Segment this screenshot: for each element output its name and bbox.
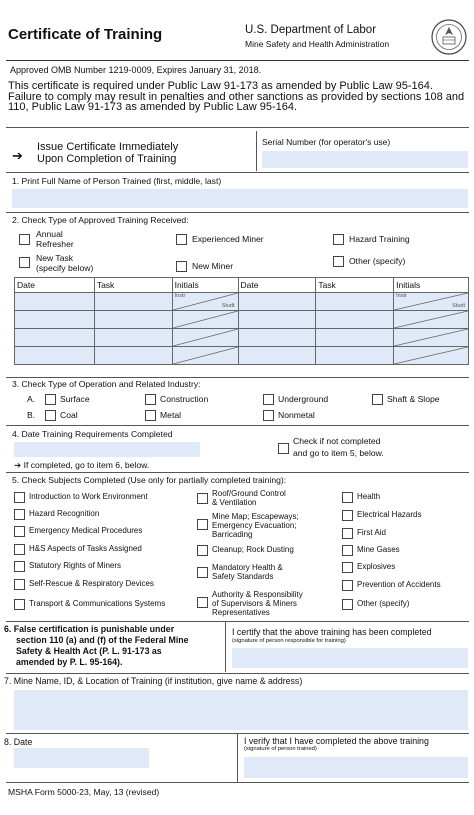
task-cell[interactable] [94, 311, 172, 329]
nonmetal-label: Nonmetal [278, 410, 315, 420]
subject-label: Introduction to Work Environment [29, 492, 148, 501]
column-header: Task [316, 278, 394, 293]
row-a-label: A. [27, 394, 36, 404]
mine-location-field[interactable] [14, 690, 468, 730]
table-row [15, 329, 469, 347]
date-cell[interactable] [15, 293, 95, 311]
new-miner-label: New Miner [192, 261, 234, 271]
item3-label: 3. Check Type of Operation and Related Industry: [12, 379, 201, 389]
subject-checkbox[interactable] [14, 561, 25, 572]
trainee-signature-field[interactable] [244, 757, 468, 778]
table-header-row [15, 278, 469, 293]
item4-label: 4. Date Training Requirements Completed [12, 429, 173, 439]
task-cell[interactable] [316, 329, 394, 347]
not-completed-checkbox[interactable] [278, 443, 289, 454]
subject-label: Authority & Responsibility [212, 590, 303, 599]
subject-label: Safety Standards [212, 572, 274, 581]
new-miner-checkbox[interactable] [176, 261, 187, 272]
metal-label: Metal [160, 410, 182, 420]
subject-checkbox[interactable] [342, 580, 353, 591]
column-header: Initials [172, 278, 238, 293]
subject-label: Emergency Medical Procedures [29, 526, 143, 535]
serial-number-label: Serial Number (for operator's use) [262, 137, 391, 147]
construction-checkbox[interactable] [145, 394, 156, 405]
trainee-date-field[interactable] [14, 748, 149, 768]
task-cell[interactable] [94, 293, 172, 311]
trainer-certify-label: I certify that the above training has been completed [232, 627, 432, 637]
false-cert-warning-line3: Safety & Health Act (P. L. 91-173 as [16, 646, 162, 656]
training-task-table [14, 277, 469, 365]
date-cell[interactable] [15, 311, 95, 329]
column-header: Initials [394, 278, 469, 293]
subject-checkbox[interactable] [197, 567, 208, 578]
table-row [15, 311, 469, 329]
form-title: Certificate of Training [8, 26, 163, 43]
column-header: Task [94, 278, 172, 293]
subject-checkbox[interactable] [342, 528, 353, 539]
subject-checkbox[interactable] [197, 545, 208, 556]
subject-label: & Ventilation [212, 498, 257, 507]
annual-refresher-label-2: Refresher [36, 239, 74, 249]
issue-instruction-line1: Issue Certificate Immediately [37, 141, 179, 153]
studt-label: Studt [452, 302, 465, 309]
trainee-name-field[interactable] [12, 189, 468, 208]
date-cell[interactable] [15, 329, 95, 347]
nonmetal-checkbox[interactable] [263, 410, 274, 421]
subject-label: of Supervisors & Miners [212, 599, 297, 608]
subject-label: Hazard Recognition [29, 509, 100, 518]
metal-checkbox[interactable] [145, 410, 156, 421]
date-cell[interactable] [15, 347, 95, 365]
trainee-verify-label: I verify that I have completed the above training [244, 736, 429, 746]
hazard-training-label: Hazard Training [349, 234, 410, 244]
subject-label: Explosives [357, 562, 396, 571]
item7-label: 7. Mine Name, ID, & Location of Training (if institution, give name & address) [4, 676, 303, 686]
trainer-signature-caption: (signature of person responsible for training) [232, 638, 346, 644]
item1-label: 1. Print Full Name of Person Trained (first, middle, last) [12, 176, 222, 186]
subject-label: Prevention of Accidents [357, 580, 441, 589]
subject-checkbox[interactable] [342, 492, 353, 503]
subject-checkbox[interactable] [14, 599, 25, 610]
column-header: Date [15, 278, 95, 293]
initials-cell[interactable] [172, 347, 238, 365]
subject-label: Mine Map; Escapeways; [212, 512, 299, 521]
subject-checkbox[interactable] [14, 492, 25, 503]
false-cert-warning-line1: 6. False certification is punishable under [4, 624, 175, 634]
date-cell[interactable] [238, 293, 316, 311]
subject-checkbox[interactable] [197, 493, 208, 504]
task-cell[interactable] [316, 347, 394, 365]
studt-label: Studt [221, 302, 235, 309]
subject-label: Self-Rescue & Respiratory Devices [29, 579, 154, 588]
date-cell[interactable] [238, 311, 316, 329]
item8-label: 8. Date [4, 737, 33, 747]
subject-checkbox[interactable] [14, 579, 25, 590]
other-training-label: Other (specify) [349, 256, 406, 266]
task-cell[interactable] [316, 311, 394, 329]
underground-checkbox[interactable] [263, 394, 274, 405]
subject-label: Health [357, 492, 381, 501]
subject-label: Roof/Ground Control [212, 489, 286, 498]
trainee-signature-caption: (signature of person trained) [244, 746, 317, 752]
subject-label: Mandatory Health & [212, 563, 283, 572]
not-completed-label-2: and go to item 5, below. [293, 448, 384, 458]
initials-cell[interactable] [394, 311, 469, 329]
construction-label: Construction [160, 394, 209, 404]
new-task-checkbox[interactable] [19, 257, 30, 268]
subject-label: Cleanup; Rock Dusting [212, 545, 294, 554]
omb-approval: Approved OMB Number 1219-0009, Expires January 31, 2018. [10, 65, 262, 75]
coal-checkbox[interactable] [45, 410, 56, 421]
task-cell[interactable] [94, 347, 172, 365]
experienced-miner-checkbox[interactable] [176, 234, 187, 245]
subject-label: First Aid [357, 528, 386, 537]
subject-checkbox[interactable] [14, 544, 25, 555]
issue-instruction-line2: Upon Completion of Training [37, 153, 177, 165]
initials-cell[interactable] [394, 293, 469, 311]
shaft-slope-label: Shaft & Slope [387, 394, 440, 404]
date-cell[interactable] [238, 329, 316, 347]
trainer-signature-field[interactable] [232, 648, 468, 668]
subject-label: Other (specify) [357, 599, 410, 608]
subject-label: Emergency Evacuation; [212, 521, 297, 530]
experienced-miner-label: Experienced Miner [192, 234, 264, 244]
instr-label: Instr [174, 293, 186, 299]
subject-checkbox[interactable] [14, 526, 25, 537]
subject-checkbox[interactable] [14, 509, 25, 520]
annual-refresher-label: Annual [36, 229, 63, 239]
table-row [15, 347, 469, 365]
subject-checkbox[interactable] [342, 545, 353, 556]
new-task-label: New Task [36, 253, 74, 263]
subject-checkbox[interactable] [342, 510, 353, 521]
initials-cell[interactable] [172, 311, 238, 329]
subject-label: Representatives [212, 608, 270, 617]
coal-label: Coal [60, 410, 78, 420]
task-cell[interactable] [316, 293, 394, 311]
subject-checkbox[interactable] [197, 597, 208, 608]
initials-cell[interactable] [172, 329, 238, 347]
initials-cell[interactable] [394, 347, 469, 365]
underground-label: Underground [278, 394, 329, 404]
initials-cell[interactable] [172, 293, 238, 311]
table-row [15, 293, 469, 311]
legal-notice: This certificate is required under Public Law 91-173 as amended by Public Law 95-164. Failure to comply may result in penalties and other sanctions as provided by sections 108 and 110, Public Law 91-173 as amended by Public Law 95-164. [8, 80, 465, 113]
shaft-slope-checkbox[interactable] [372, 394, 383, 405]
other-training-checkbox[interactable] [333, 256, 344, 267]
subject-label: Mine Gases [357, 545, 400, 554]
subject-checkbox[interactable] [197, 519, 208, 530]
form-number: MSHA Form 5000-23, May, 13 (revised) [8, 787, 160, 797]
arrow-right-icon: ➔ [12, 148, 23, 163]
not-completed-label: Check if not completed [293, 436, 381, 446]
dol-seal-icon [431, 19, 467, 55]
agency-name: U.S. Department of Labor [245, 24, 377, 36]
instr-label: Instr [396, 293, 407, 299]
false-cert-warning-line2: section 110 (a) and (f) of the Federal Mine [16, 635, 189, 645]
subject-label: Statutory Rights of Miners [29, 561, 122, 570]
column-header: Date [238, 278, 316, 293]
serial-number-field[interactable] [262, 151, 468, 168]
subject-label: Transport & Communications Systems [29, 599, 166, 608]
subject-checkbox[interactable] [342, 599, 353, 610]
initials-cell[interactable] [394, 329, 469, 347]
agency-subname: Mine Safety and Health Administration [245, 39, 390, 49]
new-task-label-2: (specify below) [36, 263, 94, 273]
surface-checkbox[interactable] [45, 394, 56, 405]
subject-checkbox[interactable] [342, 562, 353, 573]
row-b-label: B. [27, 410, 36, 420]
annual-refresher-checkbox[interactable] [19, 234, 30, 245]
subject-label: Barricading [212, 530, 253, 539]
item5-label: 5. Check Subjects Completed (Use only for partially completed training): [12, 475, 287, 485]
subject-label: H&S Aspects of Tasks Assigned [29, 544, 142, 553]
surface-label: Surface [60, 394, 90, 404]
completion-date-field[interactable] [14, 442, 200, 457]
false-cert-warning-line4: amended by P. L. 95-164). [16, 657, 123, 667]
subject-label: Electrical Hazards [357, 510, 422, 519]
date-cell[interactable] [238, 347, 316, 365]
item2-label: 2. Check Type of Approved Training Received: [12, 215, 189, 225]
hazard-training-checkbox[interactable] [333, 234, 344, 245]
goto-item6-note: ➔ If completed, go to item 6, below. [14, 460, 150, 470]
task-cell[interactable] [94, 329, 172, 347]
